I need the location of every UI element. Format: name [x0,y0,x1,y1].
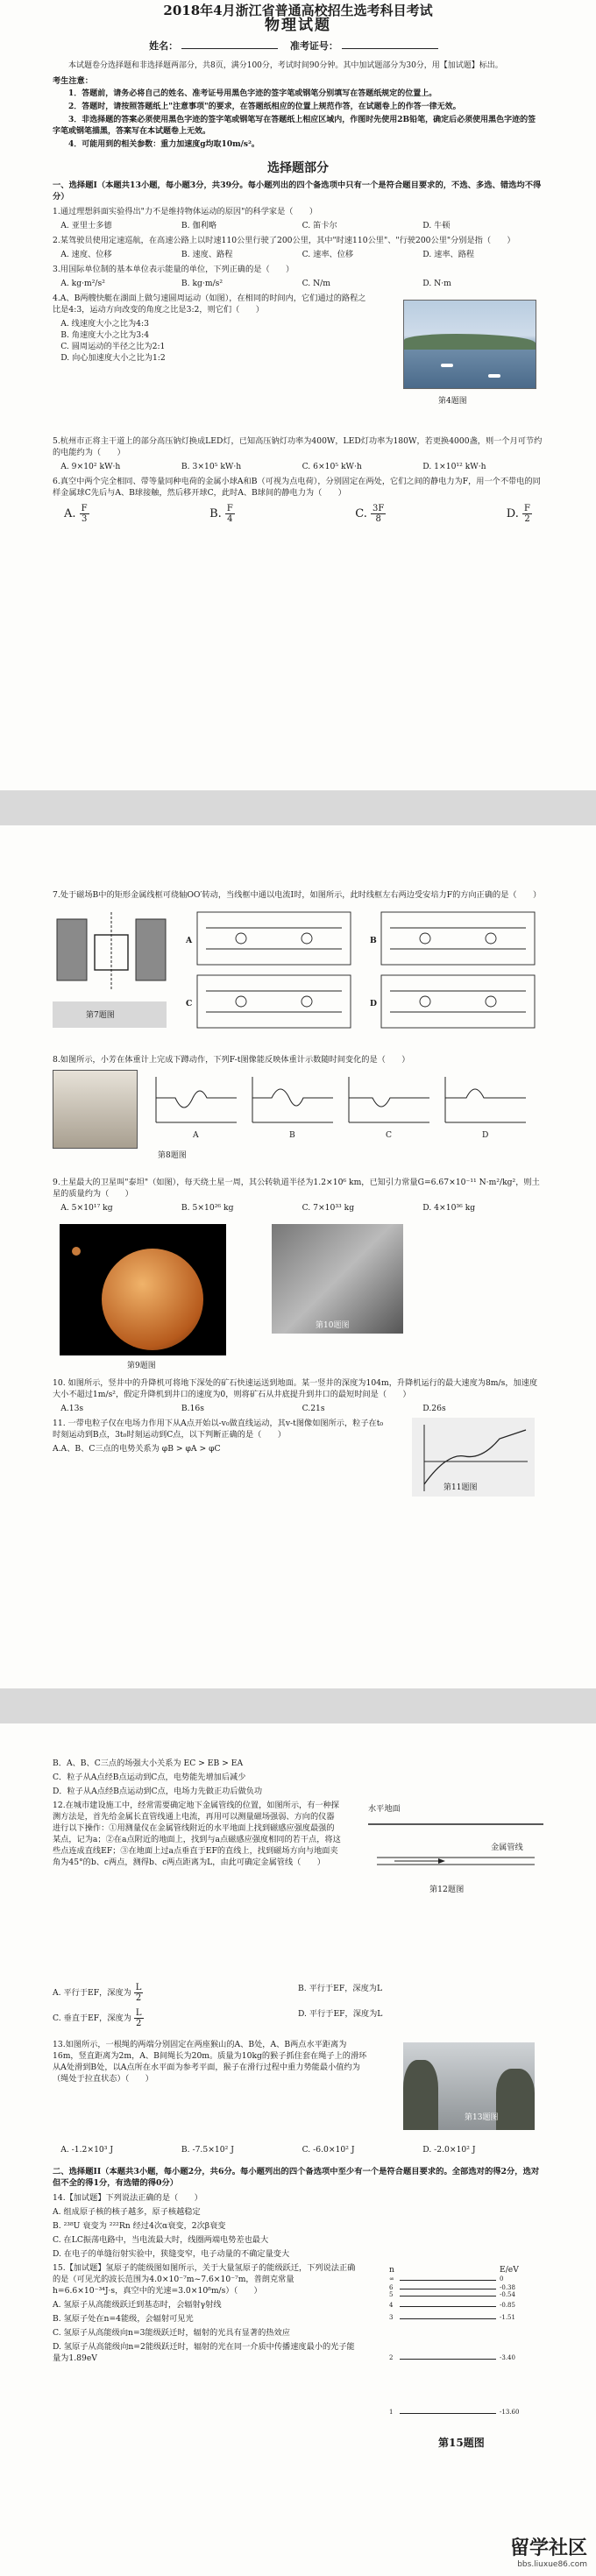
q6-b-frac [225,504,235,524]
q4-option-a: A. 线速度大小之比为4:3 [60,319,149,329]
q9-option-b: B. 5×10²⁶ kg [181,1203,234,1213]
page-separator-2 [0,1688,596,1723]
q12-a-text: A. 平行于EF，深度为 [53,1988,131,1998]
q6-d-num: F [524,504,530,513]
q15-option-d: D. 氢原子从高能级向n=2能级跃迁时，辐射的光在同一介质中传播速度最小的光子能量为1.89eV [53,2342,355,2363]
q12-caption: 第12题图 [429,1885,465,1894]
notice-3: 3．非选择题的答案必须使用黑色字迹的签字笔或钢笔写在答题纸上相应区域内，作图时先使用2B铅笔，确定后必须使用黑色字迹的签字笔或钢笔描黑，答案写在本试题卷上无效。 [53,116,536,136]
energy-level-value: 0 [500,2275,504,2282]
q11-option-b: B．A、B、C三点的场强大小关系为 EC > EB > EA [53,1759,244,1768]
energy-level-n: 2 [389,2354,394,2361]
q11-block [53,1418,543,1505]
energy-n-label: n [389,2265,394,2275]
question-6: 6.真空中两个完全相同、带等量同种电荷的金属小球A和B（可视为点电荷），分别固定在两处，它们之间的静电力为F，用一个不带电的同样金属球C先后与A、B球接触，然后移开球C，此时A、B球间的静电力为（ ） [53,477,541,498]
question-8: 8.如图所示，小芳在体重计上完成下蹲动作，下列F-t图像能反映体重计示数随时间变化的是（ ） [53,1055,410,1065]
intro [53,60,543,151]
q2-option-a: A. 速度、位移 [60,250,112,259]
boat-b [488,374,500,378]
q6-a-num: F [81,504,88,513]
energy-level-line [400,2359,496,2360]
energy-level-value: -13.60 [500,2409,520,2416]
question-11: 11. 一带电粒子仅在电场力作用下从A点开始以-v₀做直线运动，其v-t图像如图所示，粒子在t₀时刻运动到B点，3t₀时刻运动到C点，以下判断正确的是（ ） [53,1419,384,1440]
q12-a-den: 2 [135,1993,142,2003]
q7-caption: 第7题图 [86,1011,115,1020]
energy-level-line [400,2318,496,2319]
q8-label-d: D [482,1130,489,1140]
q4-options [60,318,376,364]
question-3: 3.用国际单位制的基本单位表示能量的单位，下列正确的是（ ） [53,265,294,274]
planet-shape [102,1249,203,1350]
q10-option-d: D.26s [422,1404,446,1413]
q12-a-frac [134,1983,144,2003]
q3-options [60,278,543,289]
q13-caption: 第13题图 [465,2113,499,2122]
q3-option-a: A. kg·m²/s² [60,279,105,288]
q13-block [53,2039,543,2142]
energy-level-value: -0.85 [500,2302,515,2309]
q3-option-d: D. N·m [422,279,451,288]
q7-label-a: A [186,936,193,945]
q13-option-b: B. -7.5×10² J [181,2145,234,2155]
q10-option-c: C.21s [302,1404,325,1413]
q15-option-b: B. 氢原子处在n=4能级，会辐射可见光 [53,2314,194,2324]
q15-caption: 第15题图 [438,2437,485,2449]
q6-d-den: 2 [524,514,530,524]
q6-option-b [209,504,235,524]
q15-block [53,2262,543,2455]
q1-option-c: C. 笛卡尔 [302,221,337,230]
q8-label-c: C [386,1130,393,1140]
saturn-photo [60,1224,226,1355]
energy-level-value: -0.38 [500,2284,515,2291]
q14-option-b: B. ²³⁸U 衰变为 ²²²Rn 经过4次α衰变，2次β衰变 [53,2221,226,2231]
mountain-right [496,2069,535,2130]
section-heading: 选择题部分 [267,161,329,175]
q4-block [53,293,543,433]
q12-c-frac [134,2008,144,2028]
q3-option-c: C. N/m [302,279,330,288]
q8-photo [53,1070,138,1149]
page-1-content [53,5,543,531]
question-2: 2.某驾驶员使用定速巡航，在高速公路上以时速110公里行驶了200公里，其中"时速110公里"、"行驶200公里"分别是指（ ） [53,236,515,245]
q6-c-label: C. [355,507,367,520]
energy-axis-label: E/eV [500,2265,519,2275]
question-12: 12.在城市建设施工中，经常需要确定地下金属管线的位置，如图所示，有一种探测方法是，首先给金属长直管线通上电流，再用可以测量磁场强弱、方向的仪器进行以下操作：①用测量仪在金属管线附近的水平地面上找到磁感应强度最强的某点，记为a；②在a点附近的地面上，找到与a点磁感应强度相同的若干点，将这些点连成直线EF；③在地面上过a点垂直于EF的直线上，找到磁场方向与地面夹角为45°的b、c两点，测得b、c两点距离为L，由此可确定金属管线（ ） [53,1801,341,1867]
q6-d-label: D. [506,507,519,520]
site-url: bbs.liuxue86.com [517,2560,587,2569]
q9-option-a: A. 5×10¹⁷ kg [60,1203,113,1213]
q7-option-panels [197,912,535,1028]
energy-level-value: -3.40 [500,2354,515,2361]
energy-level-value: -0.54 [500,2291,515,2298]
q2-option-c: C. 速率、位移 [302,250,354,259]
energy-level-n: ∞ [389,2275,394,2282]
energy-level-line [400,2413,496,2414]
q11-option-c: C．粒子从A点经B点运动到C点，电势能先增加后减少 [53,1773,246,1782]
q6-c-num: 3F [372,504,385,513]
q13-option-a: A. -1.2×10³ J [60,2145,114,2155]
moon-shape [72,1247,81,1256]
q15-option-c: C. 氢原子从高能级向n=3能级跃迁时，辐射的光具有显著的热效应 [53,2328,290,2338]
q10-options [60,1403,543,1414]
q12-c-text: C. 垂直于EF，深度为 [53,2013,131,2023]
q9-option-d: D. 4×10³⁶ kg [422,1203,476,1213]
q12-options [53,1983,543,2028]
q12-c-num: L [135,2008,142,2018]
q12-c-den: 2 [135,2019,142,2028]
q14-option-a: A. 组成原子核的核子越多，原子核越稳定 [53,2207,201,2217]
question-13: 13.如图所示，一根绳的两端分别固定在两座猴山的A、B处，A、B两点水平距离为16m，竖直距离为2m，A、B间绳长为20m。质量为10kg的猴子抓住套在绳子上的滑环从A处滑到B处，以A点所在水平面为参考平面，猴子在滑行过程中重力势能最小值约为（绳处于拉直状态）（ ） [53,2040,367,2084]
notice-2: 2．答题时，请按照答题纸上"注意事项"的要求，在答题纸相应的位置上规范作答，在试题卷上的作答一律无效。 [68,103,461,111]
mine-shaft-photo [272,1224,403,1334]
q5-option-c: C. 6×10⁵ kW·h [302,462,362,471]
q2-option-b: B. 速度、路程 [181,250,233,259]
q15-text [53,2262,359,2364]
q6-b-label: B. [209,507,222,520]
q6-option-c [355,504,386,524]
energy-level-n: 5 [389,2291,394,2298]
q12-a-num: L [135,1983,142,1992]
name-label: 姓名： [149,40,179,52]
energy-level-n: 1 [389,2409,394,2416]
question-14: 14.【加试题】下列说法正确的是（ ） [53,2193,202,2203]
energy-level-diagram [386,2264,543,2426]
q12-option-b: B. 平行于EF，深度为L [298,1984,383,1993]
q2-option-d: D. 速率、路程 [422,250,475,259]
q6-options [64,504,532,524]
intro-line: 本试题卷分选择题和非选择题两部分，共8页，满分100分，考试时间90分钟。其中加试题部分为30分，用【加试题】标出。 [68,61,503,70]
mountain-left [403,2060,438,2130]
q5-option-d: D. 1×10¹² kW·h [422,462,486,471]
question-10: 10. 如图所示，竖井中的升降机可将地下深处的矿石快速运送到地面。某一竖井的深度为104m，升降机运行的最大速度为8m/s，加速度大小不超过1m/s²，假定升降机到井口的速度为0，则将矿石从井底提升到井口的最短时间是（ ） [53,1378,538,1399]
q12-ground-label: 水平地面 [368,1804,401,1814]
id-blank [342,48,438,49]
q6-a-den: 3 [81,514,88,524]
energy-level-n: 4 [389,2302,394,2309]
q9-caption: 第9题图 [127,1362,156,1370]
q8-label-a: A [193,1130,199,1140]
q12-option-c [53,2008,298,2028]
q12-block [53,1800,543,1979]
page-3-content [53,1755,543,2455]
question-9: 9.土星最大的卫星叫"泰坦"（如图），每天绕土星一周，其公转轨道半径为1.2×10⁶ km，已知引力常量G=6.67×10⁻¹¹ N·m²/kg²，则土星的质量约为（ ） [53,1178,540,1199]
q9-q10-figures [53,1217,543,1375]
question-1: 1.通过理想斜面实验得出"力不是维持物体运动的原因"的科学家是（ ） [53,207,318,216]
q6-b-den: 4 [227,514,233,524]
page-3 [0,1723,596,2576]
boat-a [441,364,453,367]
q4-option-d: D. 向心加速度大小之比为1:2 [60,353,166,363]
page-2-content [53,887,543,1505]
q1-option-a: A. 亚里士多德 [60,221,112,230]
q1-option-b: B. 伽利略 [181,221,217,230]
question-15: 15.【加试题】氢原子的能级图如图所示，关于大量氢原子的能级跃迁，下列说法正确的是（可见光的波长范围为4.0×10⁻⁷m~7.6×10⁻⁷m，普朗克常量h=6.6×10⁻³⁴J·s，真空中的光速=3.0×10⁸m/s）（ ） [53,2263,356,2296]
energy-level-value: -1.51 [500,2314,515,2321]
name-bar [53,40,543,52]
q12-option-a [53,1983,298,2003]
q2-options [60,249,543,260]
q13-option-d: D. -2.0×10² J [422,2145,476,2155]
exam-subtitle: 物理试题 [265,17,331,34]
q6-d-frac [522,504,532,524]
q6-a-label: A. [64,507,76,520]
q13-option-c: C. -6.0×10² J [302,2145,355,2155]
energy-level-n: 6 [389,2284,394,2291]
q6-b-num: F [226,504,233,513]
question-4: 4.A、B两艘快艇在湖面上做匀速圆周运动（如图），在相同的时间内，它们通过的路程之比是4:3，运动方向改变的角度之比是3:2，则它们（ ） [53,294,366,315]
q6-c-den: 8 [375,514,381,524]
q14-option-c: C. 在LC振荡电路中，当电流最大时，线圈两端电势差也最大 [53,2235,269,2245]
q11-option-d: D．粒子从A点经B点运动到C点，电场力先做正功后做负功 [53,1787,263,1796]
q5-option-a: A. 9×10² kW·h [60,462,121,471]
q9-options [60,1202,543,1214]
q4-option-b: B. 角速度大小之比为3:4 [60,330,150,340]
q1-options [60,220,543,231]
q6-a-frac [80,504,89,524]
page-separator-1 [0,790,596,825]
page-1 [0,0,596,790]
q10-option-a: A.13s [60,1404,84,1413]
q8-caption: 第8题图 [158,1151,187,1160]
q12-option-d: D. 平行于EF，深度为L [298,2009,383,2019]
q11-caption: 第11题图 [443,1483,478,1492]
q7-label-c: C [186,999,193,1008]
q4-option-c: C. 圆周运动的半径之比为2:1 [60,342,166,351]
site-logo-text: 留学社区 [509,2537,587,2559]
q6-option-d [507,504,532,524]
notice-1: 1．答题前，请务必将自己的姓名、准考证号用黑色字迹的签字笔或钢笔分别填写在答题纸规定的位置上。 [68,89,437,98]
hill-shape [404,334,536,350]
section-1-desc: 一、选择题I（本题共13小题，每小题3分，共39分。每小题列出的四个备选项中只有一个是符合题目要求的，不选、多选、错选均不得分） [53,180,542,202]
energy-level-line [400,2280,496,2281]
q13-options [60,2144,543,2155]
site-logo[interactable] [510,2533,587,2569]
q6-option-a [64,504,89,524]
q8-graphs [149,1073,535,1135]
q8-label-b: B [289,1130,295,1140]
q3-option-b: B. kg·m/s² [181,279,224,288]
lake-photo [403,300,536,389]
q7-label-d: D [370,999,377,1008]
energy-level-line [400,2306,496,2307]
section-2-desc: 二、选择题II（本题共3小题，每小题2分，共6分。每小题列出的四个备选项中至少有一个是符合题目要求的。全部选对的得2分，选对但不全的得1分，有选错的得0分） [53,2167,540,2188]
q12-pipe-label: 金属管线 [491,1843,523,1852]
q10-caption: 第10题图 [316,1321,350,1330]
q5-option-b: B. 3×10⁵ kW·h [181,462,242,471]
q14-option-d: D. 在电子的单缝衍射实验中，狭缝变窄，电子动量的不确定量变大 [53,2249,290,2259]
q6-c-frac [371,504,386,524]
name-blank [181,48,278,49]
q7-figures [53,903,543,1035]
q4-caption: 第4题图 [438,397,467,406]
page-2 [0,825,596,1688]
notice-4: 4．可能用到的相关参数：重力加速度g均取10m/s²。 [68,140,259,149]
id-label: 准考证号： [289,40,338,52]
energy-level-n: 3 [389,2314,394,2321]
notice-heading: 考生注意： [53,76,93,86]
q8-figures [53,1068,543,1164]
q11-option-a: A.A、B、C三点的电势关系为 φB > φA > φC [53,1444,221,1454]
q10-option-b: B.16s [181,1404,204,1413]
question-7: 7.处于磁场B中的矩形金属线框可绕轴OO′转动，当线框中通以电流I时，如图所示，此时线框左右两边受安培力F的方向正确的是（ ） [53,890,542,900]
q5-options [60,461,543,472]
q15-option-a: A. 氢原子从高能级跃迁到基态时，会辐射γ射线 [53,2300,222,2310]
question-5: 5.杭州市正将主干道上的部分高压钠灯换成LED灯，已知高压钠灯功率为400W，LED灯功率为180W，若更换4000盏，则一个月可节约的电能约为（ ） [53,436,543,457]
q7-label-b: B [370,936,377,945]
q9-option-c: C. 7×10³³ kg [302,1203,355,1213]
q1-option-d: D. 牛顿 [422,221,451,230]
exam-title: 2018年4月浙江省普通高校招生选考科目考试 [163,3,433,18]
q7-diagram [53,903,543,1035]
